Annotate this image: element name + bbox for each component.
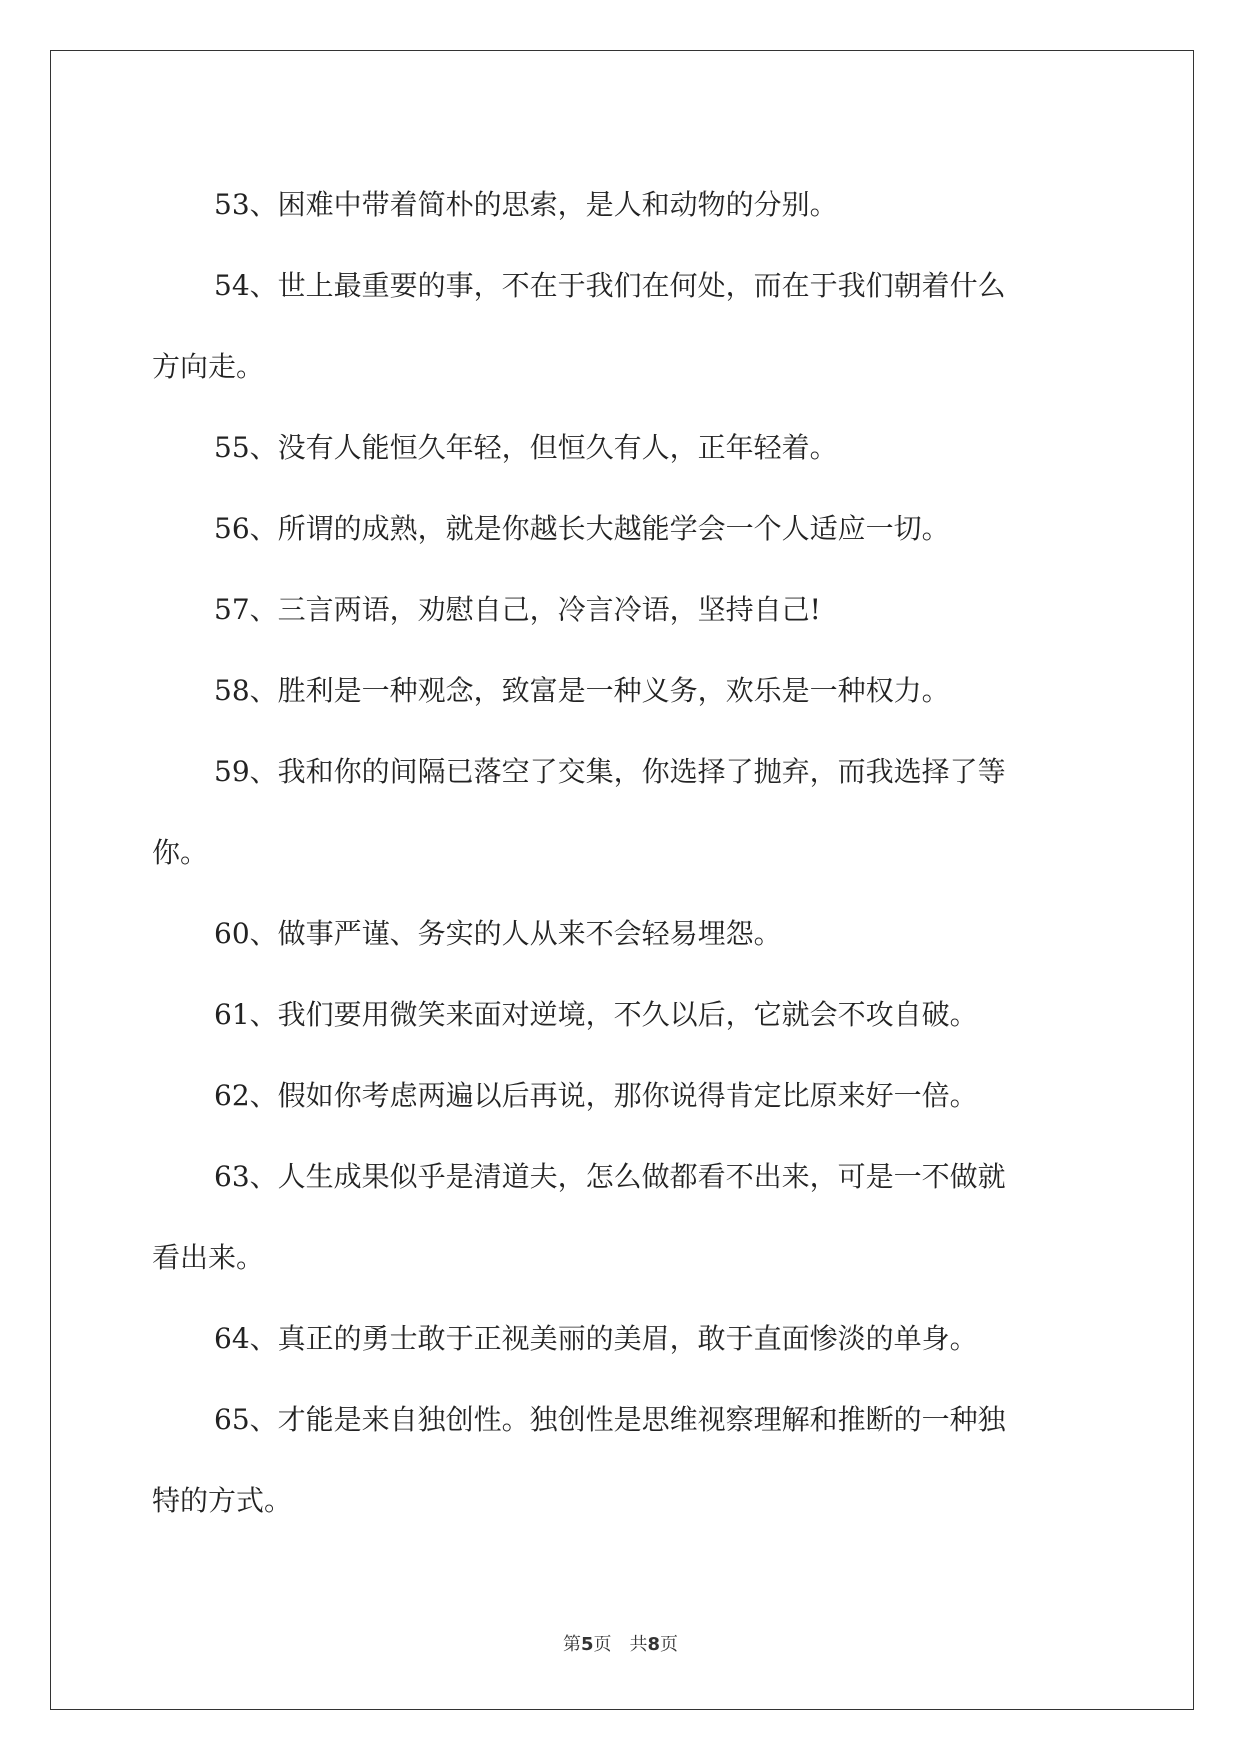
page-total-suffix: 页: [660, 1634, 679, 1655]
paragraph-line: 55、没有人能恒久年轻，但恒久有人，正年轻着。: [214, 431, 838, 464]
paragraph-line: 54、世上最重要的事，不在于我们在何处，而在于我们朝着什么: [214, 269, 1006, 302]
paragraph-63: [152, 1136, 1090, 1298]
paragraph-62: [152, 1055, 1090, 1136]
paragraph-53: [152, 164, 1090, 245]
page-number-prefix: 第: [562, 1634, 581, 1655]
page-number-total: 8: [647, 1634, 661, 1655]
paragraph-line: 方向走。: [152, 350, 265, 383]
paragraph-line: 你。: [152, 836, 209, 869]
paragraph-line: 59、我和你的间隔已落空了交集，你选择了抛弃，而我选择了等: [214, 755, 1006, 788]
paragraph-line: 58、胜利是一种观念，致富是一种义务，欢乐是一种权力。: [214, 674, 950, 707]
paragraph-line: 看出来。: [152, 1241, 265, 1274]
paragraph-line: 60、做事严谨、务实的人从来不会轻易埋怨。: [214, 917, 782, 950]
page-number-suffix: 页: [593, 1634, 612, 1655]
paragraph-58: [152, 650, 1090, 731]
paragraph-line: 53、困难中带着简朴的思索，是人和动物的分别。: [214, 188, 838, 221]
paragraph-54: [152, 245, 1090, 407]
paragraph-56: [152, 488, 1090, 569]
paragraph-line: 特的方式。: [152, 1484, 293, 1517]
page-number-current: 5: [580, 1634, 594, 1655]
paragraph-line: 64、真正的勇士敢于正视美丽的美眉，敢于直面惨淡的单身。: [214, 1322, 978, 1355]
paragraph-line: 61、我们要用微笑来面对逆境，不久以后，它就会不攻自破。: [214, 998, 978, 1031]
page-footer: [0, 1630, 1241, 1656]
paragraph-59: [152, 731, 1090, 893]
document-body: [152, 164, 1090, 1541]
paragraph-line: 56、所谓的成熟，就是你越长大越能学会一个人适应一切。: [214, 512, 950, 545]
paragraph-line: 63、人生成果似乎是清道夫，怎么做都看不出来，可是一不做就: [214, 1160, 1006, 1193]
paragraph-64: [152, 1298, 1090, 1379]
paragraph-line: 65、才能是来自独创性。独创性是思维视察理解和推断的一种独: [214, 1403, 1006, 1436]
paragraph-line: 57、三言两语，劝慰自己，冷言冷语，坚持自己!: [214, 593, 821, 626]
paragraph-line: 62、假如你考虑两遍以后再说，那你说得肯定比原来好一倍。: [214, 1079, 978, 1112]
paragraph-57: [152, 569, 1090, 650]
paragraph-61: [152, 974, 1090, 1055]
paragraph-55: [152, 407, 1090, 488]
paragraph-60: [152, 893, 1090, 974]
paragraph-65: [152, 1379, 1090, 1541]
page-total-prefix: 共: [629, 1634, 648, 1655]
